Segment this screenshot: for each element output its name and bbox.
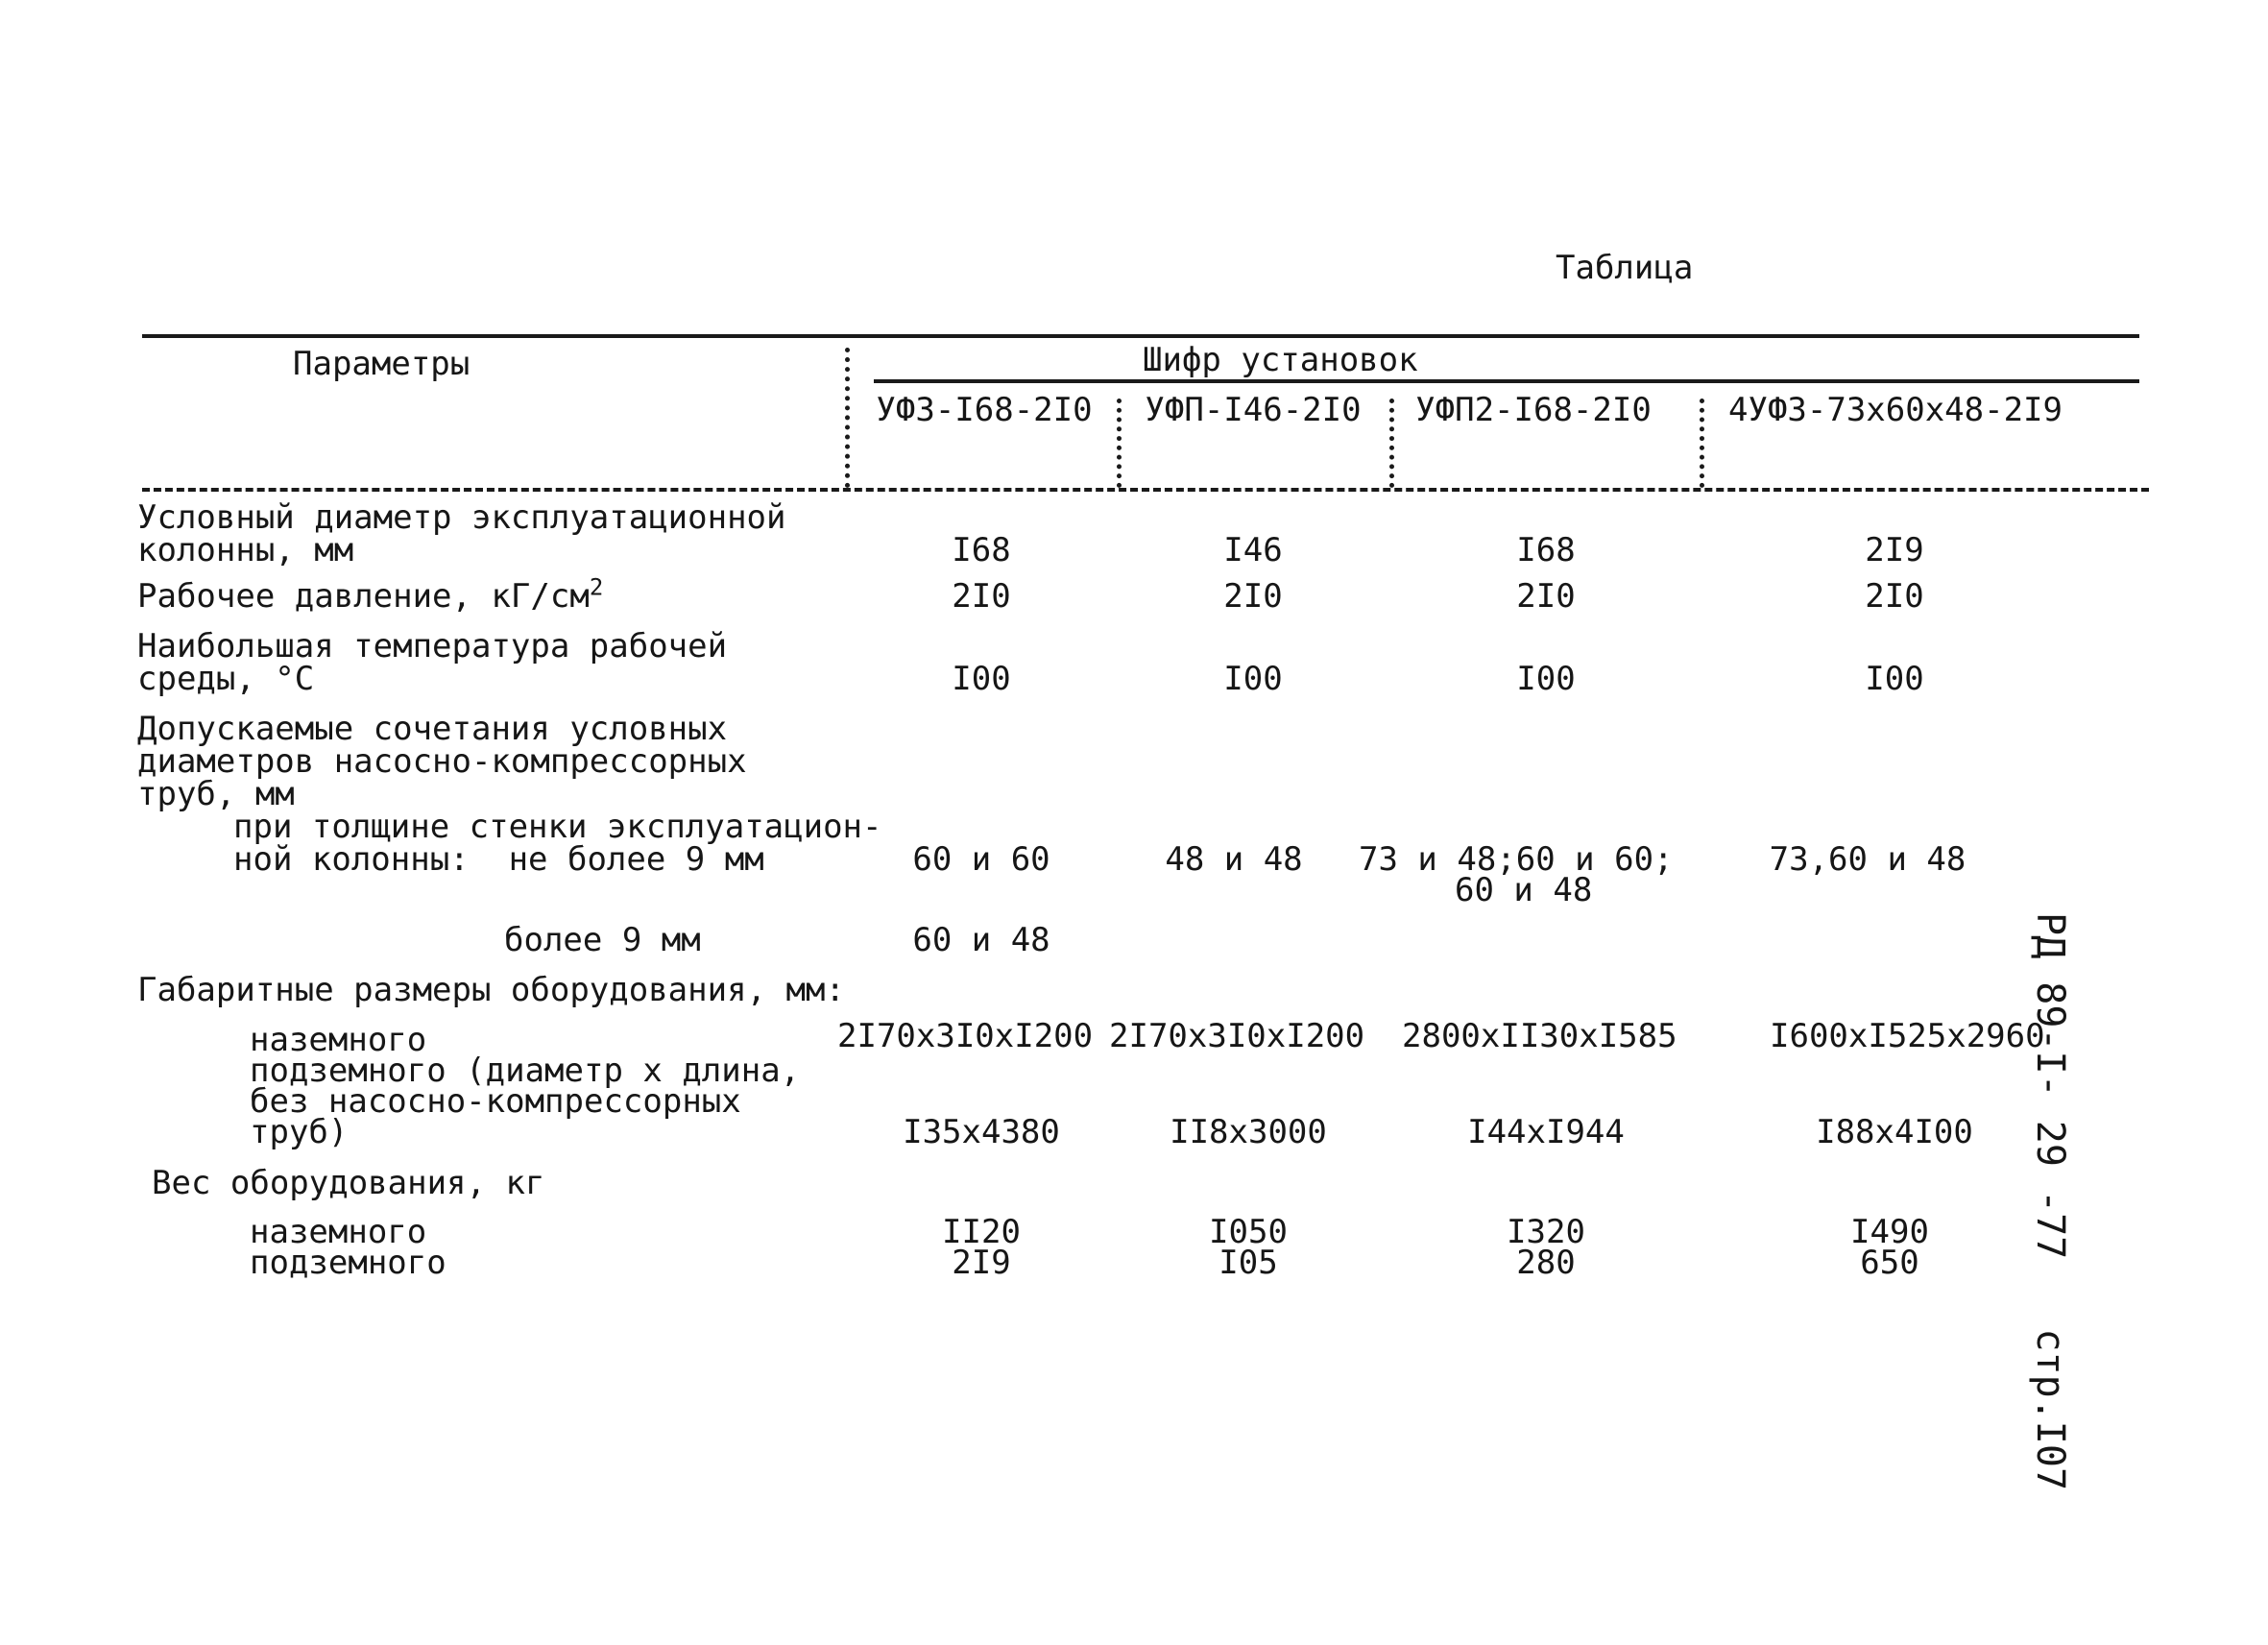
table-cell: І00 [1223,660,1283,698]
table-cell: ІІ20 [942,1213,1021,1251]
table-cell: 2І0 [1223,577,1283,616]
table-cell: І050 [1209,1213,1288,1251]
row-sublabel: без насосно-компрессорных [250,1082,741,1121]
table-cell: І44хІ944 [1467,1113,1625,1151]
row-sublabel: наземного [250,1021,427,1059]
row-label [137,573,604,616]
row-sublabel: более 9 мм [504,921,701,959]
table-cell: І46 [1223,531,1283,569]
row-label: диаметров насосно-компрессорных [137,742,747,781]
table-cell: І00 [1516,660,1576,698]
row-sublabel: при толщине стенки эксплуатацион- [233,808,882,846]
table-cell: ІІ8х3000 [1170,1113,1327,1151]
row-sublabel: подземного (диаметр х длина, [250,1052,801,1090]
row-label: Условный диаметр эксплуатационной [137,498,786,537]
table-cell: 650 [1860,1244,1919,1282]
row-sublabel: труб) [250,1113,349,1151]
table-cell: 2І70х3І0хІ200 [837,1017,1094,1055]
column-header: 4УФЗ-73х60х48-2І9 [1728,391,2063,429]
row-sublabel: ной колонны: не более 9 мм [233,840,764,879]
table-cell: 2І0 [952,577,1011,616]
table-caption: Таблица [1556,249,1694,287]
superscript: 2 [589,573,604,601]
table-cell: 73 и 48;60 и 60; [1359,840,1674,879]
table-cell: 48 и 48 [1165,840,1303,879]
table-cell: 2І0 [1516,577,1576,616]
row-label: Наибольшая температура рабочей [137,627,728,665]
table-cell: І600хІ525х2960 [1770,1017,2045,1055]
row-sublabel: подземного [250,1244,446,1282]
table-cell: 60 и 60 [912,840,1050,879]
table-cell: І00 [1865,660,1924,698]
table-cell: І68 [1516,531,1576,569]
row-label: труб, мм [137,775,295,813]
table-cell: 2І9 [1865,531,1924,569]
column-header: УФП-І46-2І0 [1145,391,1362,429]
row-sublabel: наземного [250,1213,427,1251]
column-separator [1700,399,1704,488]
table-cell: 60 и 48 [1455,871,1593,909]
row-label: колонны, мм [137,531,354,569]
row-label: Вес оборудования, кг [152,1164,545,1202]
table-cell: І490 [1850,1213,1929,1251]
table-cell: 2І70х3І0хІ200 [1109,1017,1365,1055]
table-top-rule [142,334,2139,338]
header-bottom-rule [142,488,2149,492]
pressure-label: Рабочее давление, кГ/см [137,577,590,616]
column-header: УФП2-І68-2І0 [1415,391,1652,429]
table-cell: 60 и 48 [912,921,1050,959]
group-header: Шифр установок [1143,341,1418,379]
table-cell: І88х4І00 [1816,1113,1973,1151]
table-cell: 73,60 и 48 [1769,840,1966,879]
table-cell: І35х4380 [903,1113,1060,1151]
document-code-side-note: РД 89-І- 29 -77 стр.І07 [2028,912,2072,1491]
table-cell: І68 [952,531,1011,569]
row-label: среды, °С [137,660,315,698]
column-header: УФЗ-І68-2І0 [876,391,1093,429]
table-cell: І320 [1507,1213,1585,1251]
table-cell: 2І9 [952,1244,1011,1282]
table-cell: 2800хІІ30хІ585 [1402,1017,1677,1055]
table-cell: 280 [1516,1244,1576,1282]
table-cell: 2І0 [1865,577,1924,616]
table-cell: І00 [952,660,1011,698]
row-label: Допускаемые сочетания условных [137,710,728,748]
row-label: Габаритные размеры оборудования, мм: [137,971,845,1009]
table-cell: І05 [1218,1244,1278,1282]
header-group-rule [874,379,2139,383]
params-header: Параметры [293,345,470,383]
